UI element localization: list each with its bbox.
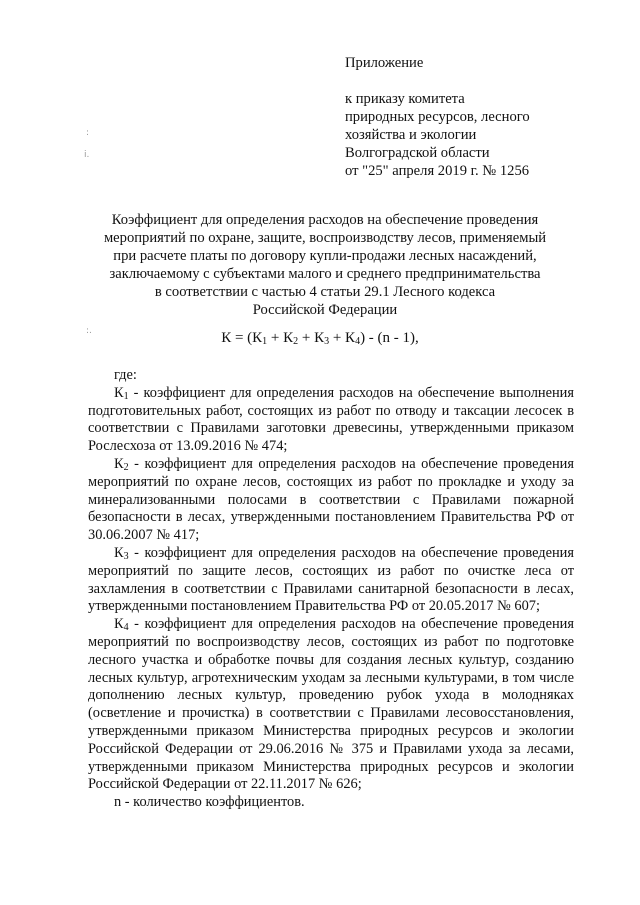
appendix-line: природных ресурсов, лесного bbox=[345, 109, 530, 125]
title-line: при расчете платы по договору купли-продажи лесных насаждений, bbox=[113, 248, 537, 264]
coefficient-text: - коэффициент для определения расходов на обеспечение проведения мероприятий по защите лесов, состоящих из работ по очистке леса от захламления в соответствии с Правилами санитарной безопасности в лесах, утвержденными постановлением Правительства РФ от 20.05.2017 № 607; bbox=[88, 544, 574, 615]
formula bbox=[0, 328, 640, 348]
scan-speck: : bbox=[86, 128, 90, 138]
formula-text: + К bbox=[267, 330, 294, 346]
coefficient-symbol: К bbox=[114, 384, 124, 401]
coefficient-text: - коэффициент для определения расходов на обеспечение выполнения подготовительных работ, состоящих из работ по отводу и таксации лесосек в соответствии с Правилами заготовки древесины, утвержденными приказом Рослесхоза от 13.09.2016 № 474; bbox=[88, 384, 574, 455]
appendix-line: от "25" апреля 2019 г. № 1256 bbox=[345, 163, 530, 179]
where-text: где: bbox=[114, 367, 137, 383]
formula-subscript: 2 bbox=[293, 336, 299, 347]
coefficient-subscript: 4 bbox=[123, 622, 129, 634]
document-title bbox=[88, 211, 562, 319]
title-line: заключаемому с субъектами малого и среднего предпринимательства bbox=[109, 266, 541, 282]
coefficient-symbol: К bbox=[114, 455, 124, 472]
coefficient-k4-definition bbox=[88, 616, 574, 794]
appendix-heading: Приложение bbox=[345, 55, 424, 71]
formula-text: К = (К bbox=[221, 330, 263, 346]
scan-speck: i. bbox=[84, 150, 90, 160]
formula-text: ) - (n - 1), bbox=[360, 330, 419, 346]
coefficient-k2-definition bbox=[88, 456, 574, 545]
formula-subscript: 1 bbox=[262, 336, 268, 347]
coefficient-subscript: 1 bbox=[123, 390, 129, 402]
where-label bbox=[88, 367, 574, 385]
title-line: Российской Федерации bbox=[252, 302, 398, 318]
formula-subscript: 3 bbox=[324, 336, 330, 347]
coefficient-symbol: К bbox=[114, 616, 124, 633]
n-definition bbox=[88, 794, 574, 812]
coefficient-subscript: 2 bbox=[123, 461, 129, 473]
document-body bbox=[88, 367, 574, 812]
formula-text: + К bbox=[298, 330, 325, 346]
n-definition-text: n - количество коэффициентов. bbox=[114, 794, 305, 811]
appendix-line: хозяйства и экологии bbox=[345, 127, 477, 143]
coefficient-k3-definition bbox=[88, 545, 574, 616]
formula-subscript: 4 bbox=[355, 336, 361, 347]
appendix-line: Волгоградской области bbox=[345, 145, 490, 161]
formula-text: + К bbox=[329, 330, 356, 346]
coefficient-subscript: 3 bbox=[123, 550, 129, 562]
coefficient-text: - коэффициент для определения расходов на обеспечение проведения мероприятий по воспроизводству лесов, состоящих из работ по подготовке лесного участка и обработке почвы для создания лесных культур, созданию лесных культур, агротехническим уходам за лесными культурами, в том числе дополнению лесных культур, проведению рубок ухода в молодняках (осветление и прочистка) в соответствии с Правилами лесовосстановления, утвержденными приказом Министерства природных ресурсов и экологии Российской Федерации от 29.06.2016 № 375 и Правилами ухода за лесами, утвержденными приказом Министерства природных ресурсов и экологии Российской Федерации от 22.11.2017 № 626; bbox=[88, 616, 574, 793]
appendix-block bbox=[345, 54, 615, 180]
appendix-line: к приказу комитета bbox=[345, 91, 465, 107]
title-line: Коэффициент для определения расходов на обеспечение проведения bbox=[111, 212, 539, 228]
coefficient-k1-definition bbox=[88, 385, 574, 456]
scan-speck: :. bbox=[86, 326, 92, 336]
coefficient-symbol: К bbox=[114, 544, 124, 561]
title-line: мероприятий по охране, защите, воспроизводству лесов, применяемый bbox=[103, 230, 547, 246]
title-line: в соответствии с частью 4 статьи 29.1 Лесного кодекса bbox=[154, 284, 496, 300]
coefficient-text: - коэффициент для определения расходов на обеспечение проведения мероприятий по охране лесов, состоящих из работ по прокладке и уходу за минерализованными полосами в соответствии с Правилами пожарной безопасности в лесах, утвержденными постановлением Правительства РФ от 30.06.2007 № 417; bbox=[88, 455, 574, 544]
